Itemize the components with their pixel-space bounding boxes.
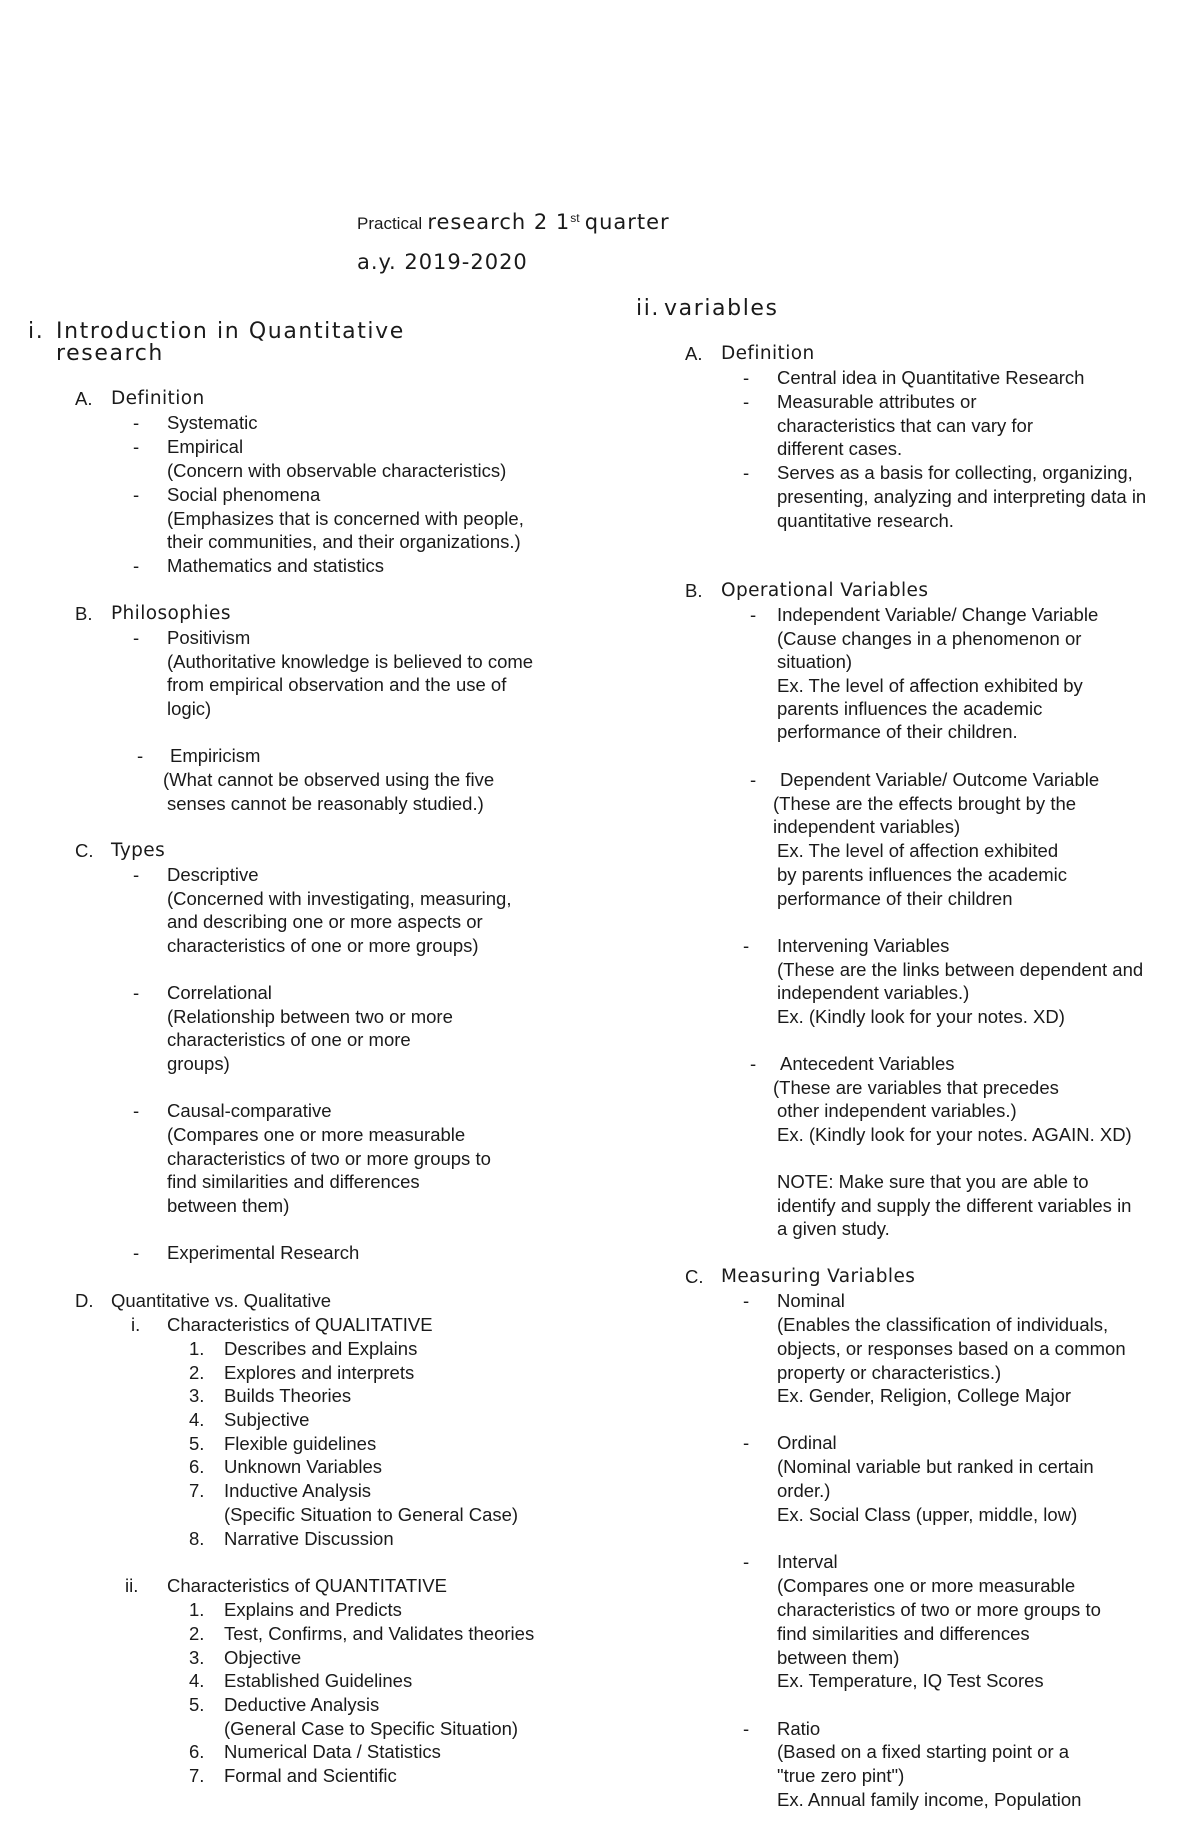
numbered-item: Subjective <box>224 1409 310 1430</box>
list-item-note: (Emphasizes that is concerned with people, <box>167 508 524 529</box>
subsection-heading: Measuring Variables <box>721 1266 916 1287</box>
list-item-example: by parents influences the academic <box>777 864 1068 885</box>
list-item: Antecedent Variables <box>780 1053 955 1074</box>
numbered-item: Formal and Scientific <box>224 1765 397 1786</box>
list-item: Dependent Variable/ Outcome Variable <box>780 769 1100 790</box>
numbered-item: Unknown Variables <box>224 1456 383 1477</box>
list-item-note: independent variables.) <box>777 982 970 1003</box>
list-item-example: performance of their children <box>777 888 1013 909</box>
dash-bullet: - <box>743 1551 750 1572</box>
title-superscript: st <box>570 210 580 225</box>
list-item-note: (Based on a fixed starting point or a <box>777 1741 1070 1762</box>
dash-bullet: - <box>750 769 757 790</box>
list-number: 1. <box>189 1338 205 1359</box>
numbered-item: Deductive Analysis <box>224 1694 380 1715</box>
list-number: 1. <box>189 1599 205 1620</box>
subsection-marker: B. <box>75 603 93 624</box>
list-item: Social phenomena <box>167 484 321 505</box>
list-item: Ordinal <box>777 1432 837 1453</box>
title-main: research 2 1 <box>427 210 571 234</box>
list-item-example: parents influences the academic <box>777 698 1043 719</box>
subsection-marker: A. <box>75 388 93 409</box>
list-number: 2. <box>189 1362 205 1383</box>
numbered-item: Numerical Data / Statistics <box>224 1741 441 1762</box>
list-heading: Characteristics of QUALITATIVE <box>167 1314 433 1335</box>
list-number: 6. <box>189 1741 205 1762</box>
list-item: Interval <box>777 1551 838 1572</box>
list-item-note: objects, or responses based on a common <box>777 1338 1126 1359</box>
numbered-item: Test, Confirms, and Validates theories <box>224 1623 535 1644</box>
list-number: 2. <box>189 1623 205 1644</box>
list-item-note: (Compares one or more measurable <box>167 1124 466 1145</box>
list-number: 5. <box>189 1433 205 1454</box>
dash-bullet: - <box>133 436 140 457</box>
title-tail: quarter <box>584 210 670 234</box>
roman-marker: ii. <box>125 1575 139 1596</box>
list-number: 7. <box>189 1765 205 1786</box>
list-number: 4. <box>189 1409 205 1430</box>
subsection-marker: C. <box>75 840 94 861</box>
list-item: Empirical <box>167 436 244 457</box>
list-item-cont: quantitative research. <box>777 510 954 531</box>
list-item-note: and describing one or more aspects or <box>167 911 483 932</box>
numbered-item-note: (General Case to Specific Situation) <box>224 1718 519 1739</box>
numbered-item: Narrative Discussion <box>224 1528 394 1549</box>
list-item: Ratio <box>777 1718 821 1739</box>
dash-bullet: - <box>750 604 757 625</box>
list-item-example: performance of their children. <box>777 721 1018 742</box>
numbered-item: Flexible guidelines <box>224 1433 377 1454</box>
numbered-item-note: (Specific Situation to General Case) <box>224 1504 519 1525</box>
dash-bullet: - <box>743 391 750 412</box>
subsection-heading: Definition <box>721 343 815 364</box>
subsection-heading: Types <box>111 840 166 861</box>
list-item-example: Ex. (Kindly look for your notes. AGAIN. XD) <box>777 1124 1132 1145</box>
list-item-note: (Compares one or more measurable <box>777 1575 1076 1596</box>
list-number: 4. <box>189 1670 205 1691</box>
numbered-item: Explains and Predicts <box>224 1599 402 1620</box>
dash-bullet: - <box>743 1432 750 1453</box>
section-marker: i. <box>28 319 45 344</box>
dash-bullet: - <box>133 412 140 433</box>
list-item-note: property or characteristics.) <box>777 1362 1002 1383</box>
list-item: Correlational <box>167 982 272 1003</box>
list-item: Empiricism <box>170 745 261 766</box>
list-item: Intervening Variables <box>777 935 950 956</box>
list-item-note: other independent variables.) <box>777 1100 1017 1121</box>
note-text: identify and supply the different variables in <box>777 1195 1132 1216</box>
note-text: NOTE: Make sure that you are able to <box>777 1171 1089 1192</box>
list-item: Independent Variable/ Change Variable <box>777 604 1099 625</box>
document-title <box>357 212 670 233</box>
list-item-note: independent variables) <box>773 816 961 837</box>
list-item-note: their communities, and their organizations.) <box>167 531 521 552</box>
dash-bullet: - <box>743 935 750 956</box>
list-item-note: between them) <box>167 1195 290 1216</box>
numbered-item: Objective <box>224 1647 302 1668</box>
list-item: Measurable attributes or <box>777 391 977 412</box>
list-number: 7. <box>189 1480 205 1501</box>
list-item-note: logic) <box>167 698 212 719</box>
list-item-example: Ex. Temperature, IQ Test Scores <box>777 1670 1044 1691</box>
list-item-note: (Concern with observable characteristics) <box>167 460 507 481</box>
list-number: 3. <box>189 1385 205 1406</box>
dash-bullet: - <box>743 367 750 388</box>
dash-bullet: - <box>133 555 140 576</box>
subsection-marker: D. <box>75 1290 94 1311</box>
list-item-note: (Concerned with investigating, measuring, <box>167 888 512 909</box>
roman-marker: i. <box>131 1314 141 1335</box>
subsection-heading: Philosophies <box>111 603 231 624</box>
list-item: Positivism <box>167 627 251 648</box>
list-number: 8. <box>189 1528 205 1549</box>
dash-bullet: - <box>133 484 140 505</box>
academic-year: a.y. 2019-2020 <box>357 250 528 274</box>
list-item-note: order.) <box>777 1480 831 1501</box>
list-item: Causal-comparative <box>167 1100 332 1121</box>
list-number: 5. <box>189 1694 205 1715</box>
numbered-item: Explores and interprets <box>224 1362 415 1383</box>
list-item-cont: characteristics that can vary for <box>777 415 1034 436</box>
dash-bullet: - <box>133 1100 140 1121</box>
list-item-example: Ex. The level of affection exhibited by <box>777 675 1083 696</box>
list-item-note: find similarities and differences <box>167 1171 420 1192</box>
list-item-note: characteristics of one or more groups) <box>167 935 479 956</box>
dash-bullet: - <box>743 1718 750 1739</box>
list-item: Mathematics and statistics <box>167 555 384 576</box>
list-item-note: between them) <box>777 1647 900 1668</box>
section-title-cont: research <box>56 341 164 366</box>
list-item-note: (What cannot be observed using the five <box>163 769 495 790</box>
list-item-note: "true zero pint") <box>777 1765 905 1786</box>
dash-bullet: - <box>133 864 140 885</box>
list-item-note: (These are variables that precedes <box>773 1077 1059 1098</box>
list-item-note: (Enables the classification of individuals, <box>777 1314 1109 1335</box>
list-item-note: situation) <box>777 651 853 672</box>
list-heading: Characteristics of QUANTITATIVE <box>167 1575 447 1596</box>
list-item-note: (These are the links between dependent and <box>777 959 1144 980</box>
numbered-item: Builds Theories <box>224 1385 352 1406</box>
list-item-note: (Cause changes in a phenomenon or <box>777 628 1082 649</box>
section-title: variables <box>664 296 779 321</box>
list-item-cont: presenting, analyzing and interpreting data in <box>777 486 1147 507</box>
section-marker: ii. <box>636 296 661 321</box>
list-item-note: characteristics of two or more groups to <box>777 1599 1101 1620</box>
numbered-item: Describes and Explains <box>224 1338 418 1359</box>
list-item-example: Ex. (Kindly look for your notes. XD) <box>777 1006 1065 1027</box>
list-item: Systematic <box>167 412 258 433</box>
list-item: Central idea in Quantitative Research <box>777 367 1085 388</box>
list-item-note: groups) <box>167 1053 230 1074</box>
dash-bullet: - <box>750 1053 757 1074</box>
list-item-note: (Nominal variable but ranked in certain <box>777 1456 1094 1477</box>
list-item: Nominal <box>777 1290 845 1311</box>
subsection-heading: Quantitative vs. Qualitative <box>111 1290 332 1311</box>
list-number: 6. <box>189 1456 205 1477</box>
list-item: Descriptive <box>167 864 259 885</box>
dash-bullet: - <box>743 462 750 483</box>
list-item-example: Ex. Gender, Religion, College Major <box>777 1385 1072 1406</box>
list-number: 3. <box>189 1647 205 1668</box>
dash-bullet: - <box>137 745 144 766</box>
section-title: Introduction in Quantitative <box>56 319 405 344</box>
subsection-marker: B. <box>685 580 703 601</box>
list-item: Serves as a basis for collecting, organizing, <box>777 462 1133 483</box>
list-item-note: (Authoritative knowledge is believed to come <box>167 651 534 672</box>
subsection-marker: A. <box>685 343 703 364</box>
note-text: a given study. <box>777 1218 890 1239</box>
numbered-item: Inductive Analysis <box>224 1480 372 1501</box>
list-item-note: characteristics of two or more groups to <box>167 1148 491 1169</box>
list-item-example: Ex. Annual family income, Population <box>777 1789 1082 1810</box>
list-item-note: characteristics of one or more <box>167 1029 411 1050</box>
subsection-heading: Definition <box>111 388 205 409</box>
list-item-note: find similarities and differences <box>777 1623 1030 1644</box>
list-item-example: Ex. Social Class (upper, middle, low) <box>777 1504 1078 1525</box>
dash-bullet: - <box>133 1242 140 1263</box>
numbered-item: Established Guidelines <box>224 1670 413 1691</box>
subsection-marker: C. <box>685 1266 704 1287</box>
list-item: Experimental Research <box>167 1242 360 1263</box>
list-item-note: (These are the effects brought by the <box>773 793 1077 814</box>
dash-bullet: - <box>743 1290 750 1311</box>
dash-bullet: - <box>133 627 140 648</box>
subsection-heading: Operational Variables <box>721 580 929 601</box>
list-item-note: senses cannot be reasonably studied.) <box>167 793 484 814</box>
list-item-note: (Relationship between two or more <box>167 1006 453 1027</box>
list-item-example: Ex. The level of affection exhibited <box>777 840 1059 861</box>
dash-bullet: - <box>133 982 140 1003</box>
list-item-cont: different cases. <box>777 438 903 459</box>
title-lead: Practical <box>357 214 423 233</box>
list-item-note: from empirical observation and the use of <box>167 674 507 695</box>
